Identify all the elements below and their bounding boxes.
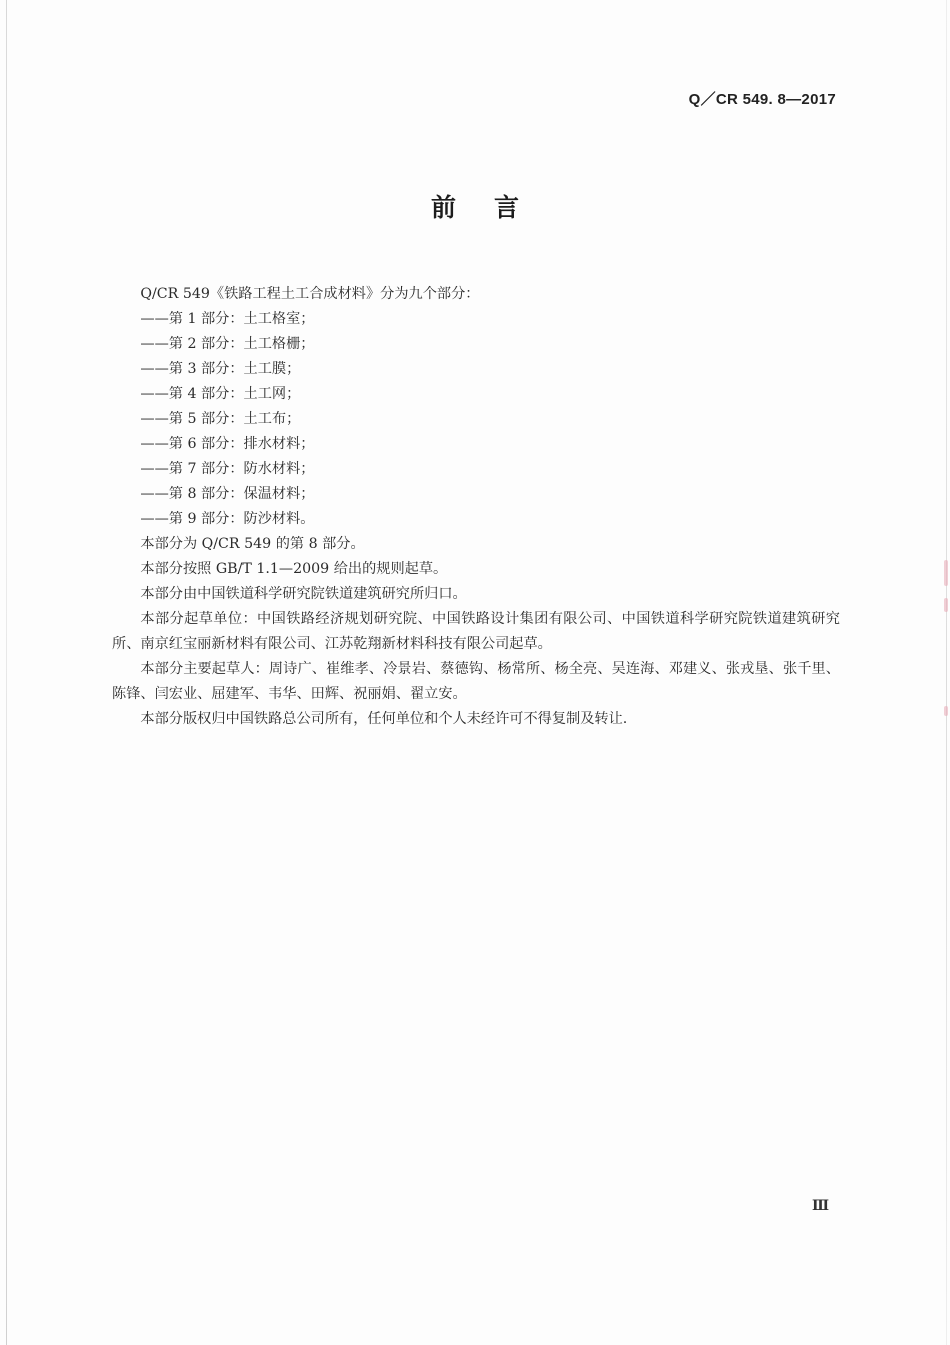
drafting-units-paragraph: 本部分起草单位：中国铁路经济规划研究院、中国铁路设计集团有限公司、中国铁道科学研究院铁道建筑研究所、南京红宝丽新材料有限公司、江苏乾翔新材料科技有限公司起草。 bbox=[112, 611, 840, 652]
drafters-paragraph: 本部分主要起草人：周诗广、崔维孝、冷景岩、蔡德钩、杨常所、杨全亮、吴连海、邓建义、张戎垦、张千里、陈锋、闫宏业、屈建军、韦华、田辉、祝丽娟、翟立安。 bbox=[112, 661, 840, 702]
standard-code: Q／CR 549. 8—2017 bbox=[688, 91, 836, 108]
body-paragraph: 本部分为 Q/CR 549 的第 8 部分。 bbox=[140, 536, 365, 552]
part-list-item: ——第 1 部分：土工格室； bbox=[140, 311, 315, 327]
scan-mark bbox=[944, 706, 948, 716]
scan-mark bbox=[944, 598, 948, 612]
part-list-item: ——第 8 部分：保温材料； bbox=[140, 486, 315, 502]
body-paragraph: 本部分按照 GB/T 1.1—2009 给出的规则起草。 bbox=[140, 561, 448, 577]
part-list-item: ——第 3 部分：土工膜； bbox=[140, 361, 301, 377]
part-list-item: ——第 2 部分：土工格栅； bbox=[140, 336, 315, 352]
scan-mark bbox=[944, 560, 948, 586]
document-body bbox=[112, 282, 840, 732]
page-number: Ⅲ bbox=[811, 1198, 829, 1214]
page-title: 前言 bbox=[430, 193, 557, 222]
part-list-item: ——第 9 部分：防沙材料。 bbox=[140, 511, 315, 527]
body-paragraph: 本部分由中国铁道科学研究院铁道建筑研究所归口。 bbox=[140, 586, 467, 602]
copyright-paragraph: 本部分版权归中国铁路总公司所有，任何单位和个人未经许可不得复制及转让. bbox=[140, 711, 628, 727]
part-list-item: ——第 6 部分：排水材料； bbox=[140, 436, 315, 452]
part-list-item: ——第 4 部分：土工网； bbox=[140, 386, 301, 402]
part-list-item: ——第 7 部分：防水材料； bbox=[140, 461, 315, 477]
intro-paragraph: Q/CR 549《铁路工程土工合成材料》分为九个部分： bbox=[140, 286, 480, 302]
part-list-item: ——第 5 部分：土工布； bbox=[140, 411, 301, 427]
